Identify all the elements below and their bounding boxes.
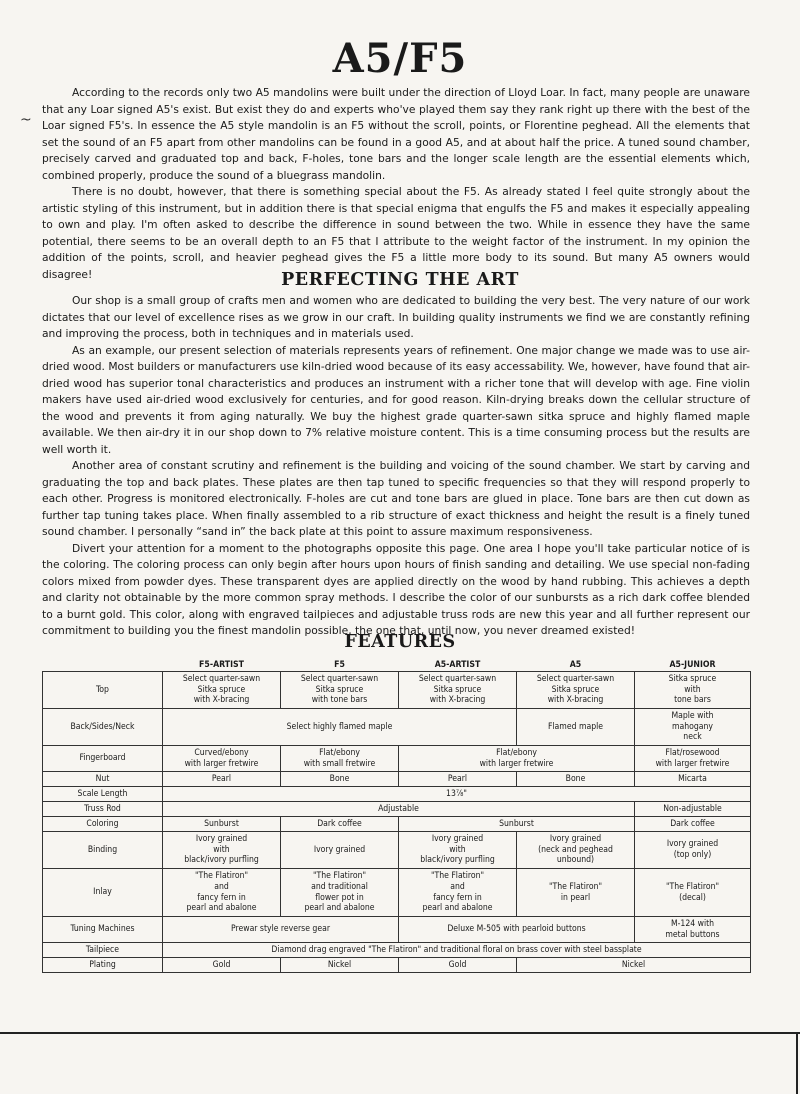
table-row-inlay bbox=[43, 869, 751, 917]
table-cell: Dark coffee bbox=[281, 817, 399, 832]
column-header-a5-junior: A5-JUNIOR bbox=[669, 660, 716, 671]
perfecting-paragraph-1: Our shop is a small group of crafts men and women who are dedicated to building the very best. The very nature of our work dictates that our level of excellence rises as we grow in our craft. In building quality instruments we find we are constantly refining and improving the process, both in techniques and in materials used. bbox=[42, 294, 750, 340]
row-label: Inlay bbox=[43, 869, 163, 917]
table-cell: "The Flatiron" and fancy fern in pearl and abalone bbox=[399, 869, 517, 917]
row-label: Coloring bbox=[43, 817, 163, 832]
row-label: Binding bbox=[43, 832, 163, 869]
table-cell: Flat/ebony with larger fretwire bbox=[399, 746, 635, 772]
table-row-tailpiece bbox=[43, 943, 751, 958]
column-header-f5-artist: F5-ARTIST bbox=[199, 660, 244, 671]
table-cell: Ivory grained bbox=[281, 832, 399, 869]
intro-section bbox=[42, 85, 750, 283]
table-cell: Micarta bbox=[635, 772, 751, 787]
table-cell: Bone bbox=[517, 772, 635, 787]
table-cell: Flamed maple bbox=[517, 709, 635, 746]
table-cell: Prewar style reverse gear bbox=[163, 917, 399, 943]
perfecting-section bbox=[42, 293, 750, 640]
row-label: Nut bbox=[43, 772, 163, 787]
features-header-row bbox=[43, 656, 751, 672]
table-cell: Sunburst bbox=[399, 817, 635, 832]
table-cell: "The Flatiron" and fancy fern in pearl and abalone bbox=[163, 869, 281, 917]
table-cell: Maple with mahogany neck bbox=[635, 709, 751, 746]
table-row-tuning-machines bbox=[43, 917, 751, 943]
table-cell: Dark coffee bbox=[635, 817, 751, 832]
table-row-scale-length bbox=[43, 787, 751, 802]
table-row-coloring bbox=[43, 817, 751, 832]
row-label: Truss Rod bbox=[43, 802, 163, 817]
perfecting-paragraph-3: Another area of constant scrutiny and refinement is the building and voicing of the sound chamber. We start by carving and graduating the top and back plates. These plates are then tap tuned to specific frequencies so that they will respond properly to each other. Progress is monitored electronically. F-holes are cut and tone bars are glued in place. Tone bars are then cut down as further tap tuning takes place. When finally assembled to a rib structure of exact thickness and height the result is a finely tuned sound chamber. I personally “sand in” the back plate at this point to assure maximum responsiveness. bbox=[42, 459, 750, 538]
corner-border-rule bbox=[796, 1032, 798, 1094]
table-cell: "The Flatiron" and traditional flower pot in pearl and abalone bbox=[281, 869, 399, 917]
table-cell: Diamond drag engraved "The Flatiron" and traditional floral on brass cover with steel bassplate bbox=[163, 943, 751, 958]
table-cell: Select quarter-sawn Sitka spruce with X-bracing bbox=[399, 672, 517, 709]
table-cell: Gold bbox=[399, 958, 517, 973]
perfecting-paragraph-4: Divert your attention for a moment to the photographs opposite this page. One area I hope you'll take particular notice of is the coloring. The coloring process can only begin after hours upon hours of finish sanding and detailing. We use special non-fading colors mixed from powder dyes. These transparent dyes are applied directly on the wood by hand rubbing. This achieves a depth and clarity not obtainable by the more common spray methods. I describe the color of our sunbursts as a rich dark coffee blended to a burnt gold. This color, along with engraved tailpieces and adjustable truss rods are new this year and all further represent our commitment to building you the finest mandolin possible, the one that, until now, you never dreamed existed! bbox=[42, 541, 750, 637]
row-label: Plating bbox=[43, 958, 163, 973]
table-cell: Bone bbox=[281, 772, 399, 787]
table-cell: Ivory grained (neck and peghead unbound) bbox=[517, 832, 635, 869]
table-row-back bbox=[43, 709, 751, 746]
header-blank bbox=[43, 656, 163, 672]
table-cell: Select quarter-sawn Sitka spruce with tone bars bbox=[281, 672, 399, 709]
table-cell: Non-adjustable bbox=[635, 802, 751, 817]
table-row-plating bbox=[43, 958, 751, 973]
row-label: Back/Sides/Neck bbox=[43, 709, 163, 746]
row-label: Tailpiece bbox=[43, 943, 163, 958]
margin-mark: ~ bbox=[20, 112, 32, 128]
row-label: Top bbox=[43, 672, 163, 709]
column-header-a5: A5 bbox=[569, 660, 582, 671]
table-cell: Adjustable bbox=[163, 802, 635, 817]
table-cell: Ivory grained (top only) bbox=[635, 832, 751, 869]
table-row-fingerboard bbox=[43, 746, 751, 772]
intro-paragraph-2: There is no doubt, however, that there is something special about the F5. As already stated I feel quite strongly about the artistic styling of this instrument, but in addition there is that special enigma that engulfs the F5 and makes it especially appealing to own and play. I'm often asked to describe the difference in sound between the two. While in essence they have the same potential, there seems to be an overall depth to an F5 that I attribute to the weight factor of the instrument. In my opinion the addition of the points, scroll, and heavier peghead gives the F5 a little more body to its sound. But many A5 owners would disagree! bbox=[42, 185, 750, 281]
column-header-a5-artist: A5-ARTIST bbox=[434, 660, 481, 671]
table-cell: Select highly flamed maple bbox=[163, 709, 517, 746]
features-table bbox=[42, 656, 751, 973]
table-cell: Pearl bbox=[163, 772, 281, 787]
table-row-binding bbox=[43, 832, 751, 869]
table-cell: Flat/rosewood with larger fretwire bbox=[635, 746, 751, 772]
row-label: Tuning Machines bbox=[43, 917, 163, 943]
table-cell: Gold bbox=[163, 958, 281, 973]
table-cell: Nickel bbox=[281, 958, 399, 973]
table-cell: Ivory grained with black/ivory purfling bbox=[163, 832, 281, 869]
column-header-f5: F5 bbox=[334, 660, 345, 671]
intro-paragraph-1: According to the records only two A5 mandolins were built under the direction of Lloyd Loar. In fact, many people are unaware that any Loar signed A5's exist. But exist they do and experts who've played them say they rank right up there with the best of the Loar signed F5's. In essence the A5 style mandolin is an F5 without the scroll, points, or Florentine peghead. All the elements that set the sound of an F5 apart from other mandolins can be found in a good A5, and at about half the price. A tuned sound chamber, precisely carved and graduated top and back, F-holes, tone bars and the longer scale length are the essential elements which, combined properly, produce the sound of a bluegrass mandolin. bbox=[42, 86, 750, 182]
section-heading-perfecting: PERFECTING THE ART bbox=[281, 270, 519, 290]
page-title: A5/F5 bbox=[332, 35, 468, 82]
table-cell: "The Flatiron" in pearl bbox=[517, 869, 635, 917]
bottom-border-rule bbox=[0, 1032, 800, 1034]
table-cell: M-124 with metal buttons bbox=[635, 917, 751, 943]
row-label: Scale Length bbox=[43, 787, 163, 802]
table-cell: Nickel bbox=[517, 958, 751, 973]
table-cell: 13⅞" bbox=[163, 787, 751, 802]
table-cell: Pearl bbox=[399, 772, 517, 787]
table-cell: Ivory grained with black/ivory purfling bbox=[399, 832, 517, 869]
table-row-nut bbox=[43, 772, 751, 787]
table-cell: Select quarter-sawn Sitka spruce with X-bracing bbox=[517, 672, 635, 709]
table-cell: Flat/ebony with small fretwire bbox=[281, 746, 399, 772]
row-label: Fingerboard bbox=[43, 746, 163, 772]
perfecting-paragraph-2: As an example, our present selection of materials represents years of refinement. One major change we made was to use air-dried wood. Most builders or manufacturers use kiln-dried wood because of its easy accessability. We, however, have found that air-dried wood has superior tonal characteristics and produces an instrument with a richer tone that will develop with age. Fine violin makers have used air-dried wood exclusively for centuries, and for good reason. Kiln-drying breaks down the cellular structure of the wood and prevents it from aging naturally. We buy the highest grade quarter-sawn sitka spruce and highly flamed maple available. We then air-dry it in our shop down to 7% relative moisture content. This is a time consuming process but the results are well worth it. bbox=[42, 343, 750, 456]
table-cell: Sitka spruce with tone bars bbox=[635, 672, 751, 709]
table-cell: Sunburst bbox=[163, 817, 281, 832]
table-cell: "The Flatiron" (decal) bbox=[635, 869, 751, 917]
table-cell: Deluxe M-505 with pearloid buttons bbox=[399, 917, 635, 943]
table-cell: Select quarter-sawn Sitka spruce with X-bracing bbox=[163, 672, 281, 709]
section-heading-features: FEATURES bbox=[344, 632, 456, 652]
table-row-truss-rod bbox=[43, 802, 751, 817]
table-row-top bbox=[43, 672, 751, 709]
table-cell: Curved/ebony with larger fretwire bbox=[163, 746, 281, 772]
